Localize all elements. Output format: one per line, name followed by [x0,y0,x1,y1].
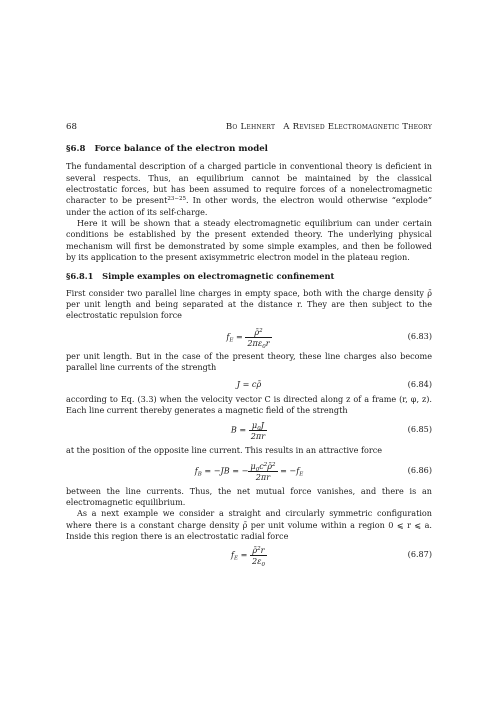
equation-number: (6.85) [407,424,432,435]
section-number: §6.8 [66,144,86,154]
paragraph-s5: between the line currents. Thus, the net mutual force vanishes, and there is an electromagnetic equilibrium. [66,485,432,507]
equation-6-85: B = $\frac{\mu_0J}{2\pi r}$ (6.85) [230,420,432,442]
book-title: A Revised Electromagnetic Theory [283,122,432,132]
equation-6-86: $f_B = -JB$ = − $\frac{\mu_0c^2\rhō^2}{2\pi r}$ = $-f_E$ (6.86) [194,460,432,482]
author-name: Bo Lehnert [225,122,276,132]
equation-6-83: $f_E$ = $\frac{\rhō^2}{2\pi\varepsilon_0r}$ (6.83) [226,326,432,350]
equation-6-84: J = cρ̄ (6.84) [236,378,432,389]
running-header [66,122,432,132]
paragraph-1: The fundamental description of a charged particle in conventional theory is deficient in several respects. Thus, an equilibrium cannot be maintained by the classical electrostatic forces, but has been assumed to require forces of a nonelectromagnetic character to be present$^{23-25}$. In other words, the electron would otherwise “explode” under the action of its self-charge. [66,161,432,217]
page-body [66,144,432,571]
equation-number: (6.83) [407,330,432,341]
section-heading [66,144,432,155]
section-title: Force balance of the electron model [94,144,268,154]
subsection-heading [66,271,432,282]
subsection-number: §6.8.1 [66,271,94,282]
paragraph-s3: according to Eq. (3.3) when the velocity vector C is directed along z of a frame (r, φ, z). Each line current thereby generates a magnetic field of the strength [66,393,432,415]
paragraph-s2: per unit length. But in the case of the present theory, these line charges also become parallel line currents of the strength [66,350,432,373]
reference-range: 23−25 [167,196,186,203]
equation-6-87: $f_E$ = $\frac{\rhō^2r}{2\varepsilon_0}$ (6.87) [231,545,432,569]
running-title [226,122,432,132]
equation-number: (6.86) [407,464,432,475]
page-number: 68 [66,122,77,132]
equation-number: (6.87) [407,549,432,560]
subsection-title: Simple examples on electromagnetic confinement [102,271,335,282]
paragraph-s6: As a next example we consider a straight and circularly symmetric configuration where there is a constant charge density ρ̄ per unit volume within a region 0 ⩽ r ⩽ a. Inside this region there is an electrostatic radial force [66,508,432,541]
equation-number: (6.84) [407,378,432,389]
paragraph-2: Here it will be shown that a steady electromagnetic equilibrium can under certain conditions be established by the present extended theory. The underlying physical mechanism will first be demonstrated by some simple examples, and then be followed by its application to the present axisymmetric electron model in the plateau region. [66,218,432,263]
paragraph-s1: First consider two parallel line charges in empty space, both with the charge density ρ̄ per unit length and being separated at the distance r. They are then subject to the electrostatic repulsion force [66,287,432,321]
paragraph-s4: at the position of the opposite line current. This results in an attractive force [66,445,383,456]
